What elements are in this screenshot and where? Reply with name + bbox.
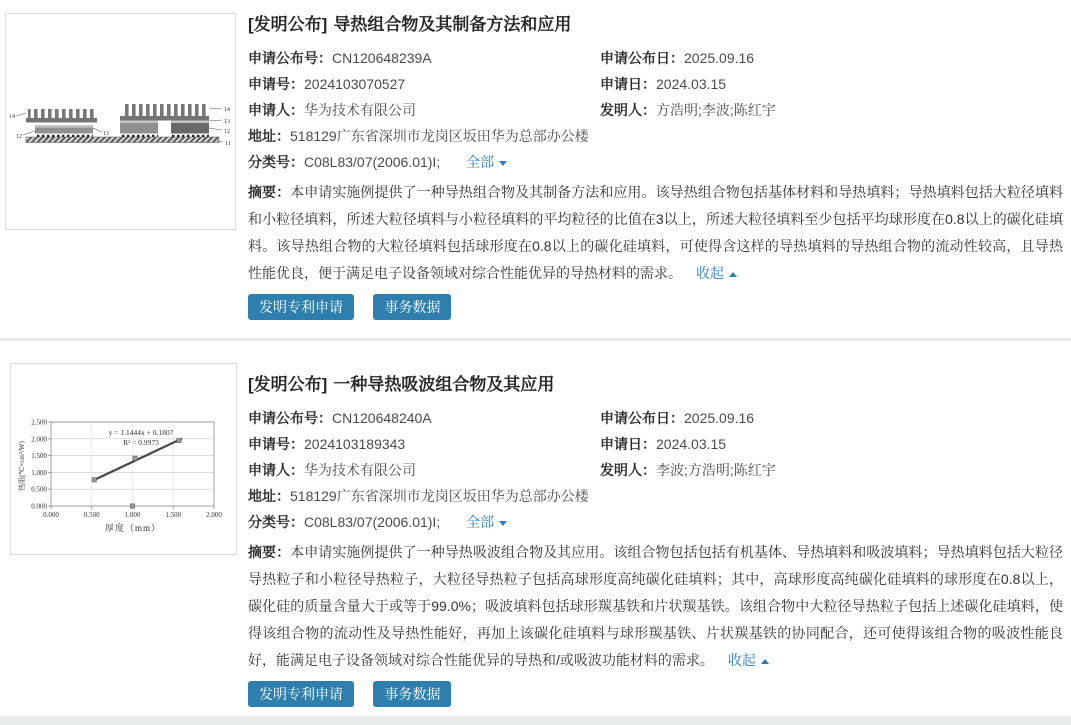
x-axis-tick-labels xyxy=(43,511,222,519)
svg-text:0.500: 0.500 xyxy=(83,511,100,519)
svg-text:1.000: 1.000 xyxy=(31,468,47,477)
patent-details xyxy=(248,374,1063,707)
app-date-label: 申请日： xyxy=(600,436,656,452)
chart-series xyxy=(92,438,182,508)
pub-no-label: 申请公布号： xyxy=(248,410,332,426)
pub-no-value: CN120648239A xyxy=(332,50,432,66)
classification-value: C08L83/07(2006.01)I; xyxy=(304,154,441,170)
pub-date-label: 申请公布日： xyxy=(600,410,684,426)
bottom-card-divider xyxy=(0,716,1071,725)
inventors-label: 发明人： xyxy=(600,102,656,118)
applicant-label: 申请人： xyxy=(248,462,304,478)
field-row xyxy=(248,457,1063,483)
thermal-resistance-chart xyxy=(11,364,236,554)
abstract-text: 本申请实施例提供了一种导热吸波组合物及其应用。该组合物包括包括有机基体、导热填料和吸波填料；导热填料包括大粒径导热粒子和小粒径导热粒子，大粒径导热粒子包括高球形度高纯碳化硅填料；其中，高球形度高纯碳化硅填料的球形度在0.8以上，碳化硅的质量含量大于或等于99.0%；吸波填料包括球形羰基铁和片状羰基铁。该组合物中大粒径导热粒子包括上述碳化硅填料，使得该组合物的流动性及导热性能好，再加上该碳化硅填料与球形羰基铁、片状羰基铁的协同配合，还可使得该组合物的吸波性能良好，能满足电子设备领域对综合性能优异的导热和/或吸波功能材料的需求。 xyxy=(248,544,1064,668)
svg-text:13: 13 xyxy=(224,119,230,125)
svg-text:2.000: 2.000 xyxy=(206,511,222,519)
pub-date-value: 2025.09.16 xyxy=(684,50,755,66)
pub-date-value: 2025.09.16 xyxy=(684,410,755,426)
abstract-label: 摘要： xyxy=(248,184,291,200)
app-no-label: 申请号： xyxy=(248,436,304,452)
invention-patent-application-button[interactable]: 发明专利申请 xyxy=(248,294,354,320)
abstract-text: 本申请实施例提供了一种导热组合物及其制备方法和应用。该导热组合物包括基体材料和导热填料；导热填料包括大粒径填料和小粒径填料，所述大粒径填料与小粒径填料的平均粒径的比值在3以上，所述大粒径填料至少包括平均球形度在0.8以上的碳化硅填料。该导热组合物的大粒径填料包括球形度在0.8以上的碳化硅填料，可使得含这样的导热填料的导热组合物的流动性较高，且导热性能优良，便于满足电子设备领域对综合性能优异的导热材料的需求。 xyxy=(248,184,1064,281)
transaction-data-button[interactable]: 事务数据 xyxy=(373,294,451,320)
app-date-value: 2024.03.15 xyxy=(656,76,727,92)
app-no-value: 2024103189343 xyxy=(304,436,406,452)
field-row xyxy=(248,509,1063,535)
field-row xyxy=(248,483,1063,509)
svg-text:0.000: 0.000 xyxy=(31,502,47,511)
address-value: 518129广东省深圳市龙岗区坂田华为总部办公楼 xyxy=(290,128,589,144)
inventors-value: 方浩明;李波;陈红宇 xyxy=(656,102,776,118)
classification-label: 分类号： xyxy=(248,514,304,530)
classification-label: 分类号： xyxy=(248,154,304,170)
y-axis-title: 热阻(℃×cm²/W) xyxy=(18,441,26,491)
patent-title-text: 导热组合物及其制备方法和应用 xyxy=(333,15,572,34)
action-buttons xyxy=(248,681,1063,707)
inventors-value: 李波;方浩明;陈红宇 xyxy=(656,462,776,478)
classification-all-link[interactable]: 全部 xyxy=(466,514,507,530)
chevron-down-icon xyxy=(499,161,507,166)
y-axis-tick-labels xyxy=(31,419,47,511)
pub-date-label: 申请公布日： xyxy=(600,50,684,66)
abstract-label: 摘要： xyxy=(248,544,291,560)
transaction-data-button[interactable]: 事务数据 xyxy=(373,681,451,707)
svg-text:R² = 0.9973: R² = 0.9973 xyxy=(123,438,159,447)
pub-no-label: 申请公布号： xyxy=(248,50,332,66)
applicant-label: 申请人： xyxy=(248,102,304,118)
classification-value: C08L83/07(2006.01)I; xyxy=(304,514,441,530)
field-row xyxy=(248,45,1063,71)
pub-no-value: CN120648240A xyxy=(332,410,432,426)
svg-text:14: 14 xyxy=(9,114,15,120)
patent-title-link[interactable] xyxy=(248,374,1063,396)
svg-text:14: 14 xyxy=(224,107,230,113)
card-divider xyxy=(0,338,1071,341)
chevron-down-icon xyxy=(499,521,507,526)
svg-text:11: 11 xyxy=(225,141,231,147)
patent-status-tag: [发明公布] xyxy=(248,375,328,394)
svg-text:12: 12 xyxy=(224,129,230,135)
app-date-value: 2024.03.15 xyxy=(656,436,727,452)
patent-title-text: 一种导热吸波组合物及其应用 xyxy=(333,375,555,394)
address-value: 518129广东省深圳市龙岗区坂田华为总部办公楼 xyxy=(290,488,589,504)
x-axis-title: 厚度（mm） xyxy=(104,523,162,533)
collapse-abstract-link[interactable]: 收起 xyxy=(728,652,769,668)
field-row xyxy=(248,97,1063,123)
collapse-abstract-link[interactable]: 收起 xyxy=(696,265,737,281)
inventors-label: 发明人： xyxy=(600,462,656,478)
patent-result-card-2 xyxy=(0,360,1071,716)
trendline-annotation xyxy=(109,428,174,447)
field-row xyxy=(248,123,1063,149)
svg-text:y = 1.1444x + 0.1807: y = 1.1444x + 0.1807 xyxy=(108,428,174,437)
field-row xyxy=(248,431,1063,457)
field-row xyxy=(248,405,1063,431)
address-label: 地址： xyxy=(248,128,290,144)
patent-result-card-1 xyxy=(0,0,1071,338)
heatsink-cross-section-figure xyxy=(6,14,235,229)
classification-all-link[interactable]: 全部 xyxy=(466,154,507,170)
svg-text:1.500: 1.500 xyxy=(165,511,182,519)
svg-text:1.000: 1.000 xyxy=(124,511,141,519)
bibliographic-fields xyxy=(248,405,1063,535)
patent-chart-thumbnail[interactable] xyxy=(10,363,237,555)
abstract-paragraph xyxy=(248,539,1063,674)
figure-shapes xyxy=(16,104,223,143)
app-no-value: 2024103070527 xyxy=(304,76,406,92)
applicant-value: 华为技术有限公司 xyxy=(304,462,416,478)
field-row xyxy=(248,149,1063,175)
abstract-paragraph xyxy=(248,179,1063,287)
app-date-label: 申请日： xyxy=(600,76,656,92)
svg-text:2.000: 2.000 xyxy=(31,435,47,444)
action-buttons xyxy=(248,294,1063,320)
field-row xyxy=(248,71,1063,97)
patent-status-tag: [发明公布] xyxy=(248,15,328,34)
svg-text:1.500: 1.500 xyxy=(31,452,47,461)
app-no-label: 申请号： xyxy=(248,76,304,92)
patent-details xyxy=(248,14,1063,320)
svg-text:12: 12 xyxy=(16,134,22,140)
svg-text:0.000: 0.000 xyxy=(43,511,59,519)
chevron-up-icon xyxy=(729,272,737,277)
svg-text:0.500: 0.500 xyxy=(31,485,47,494)
address-label: 地址： xyxy=(248,488,290,504)
patent-figure-thumbnail[interactable] xyxy=(5,13,236,230)
svg-text:13: 13 xyxy=(103,131,109,137)
svg-text:2.500: 2.500 xyxy=(31,418,47,427)
applicant-value: 华为技术有限公司 xyxy=(304,102,416,118)
bibliographic-fields xyxy=(248,45,1063,175)
invention-patent-application-button[interactable]: 发明专利申请 xyxy=(248,681,354,707)
chevron-up-icon xyxy=(761,659,769,664)
patent-title-link[interactable] xyxy=(248,14,1063,36)
